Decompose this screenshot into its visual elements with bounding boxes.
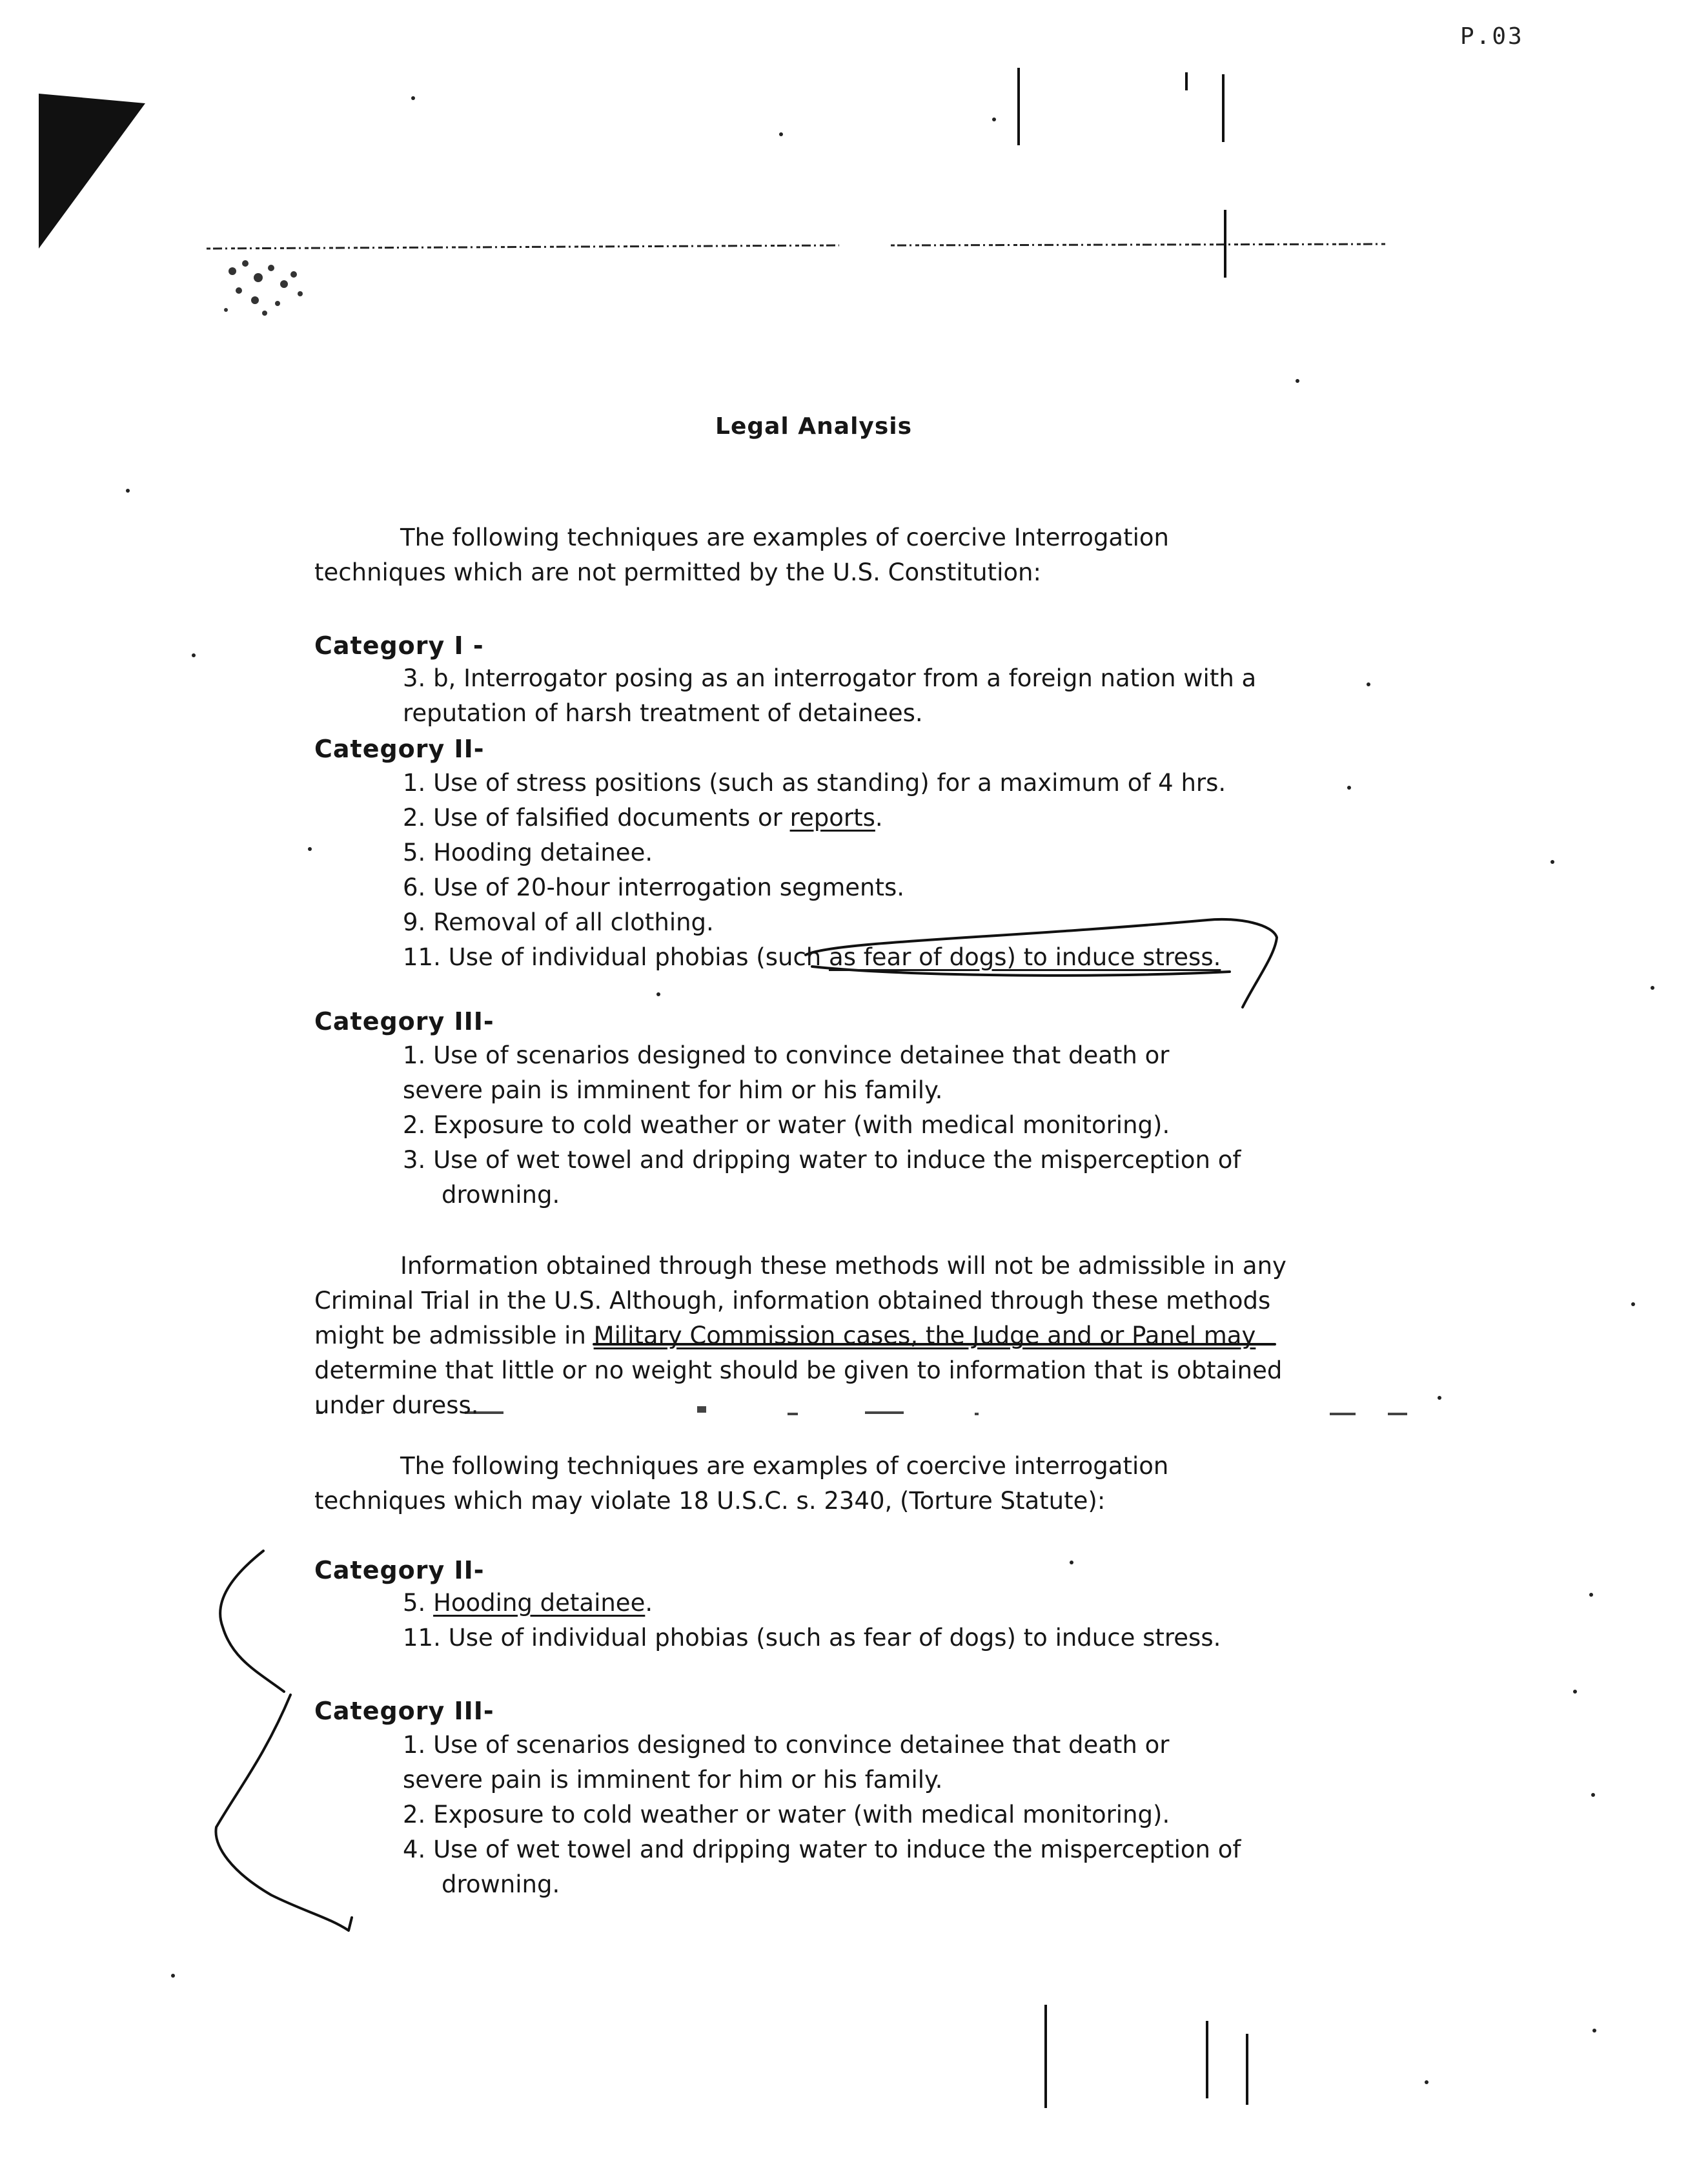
section1-cat3-item-1-cont: severe pain is imminent for him or his family. [403,1076,943,1104]
info-para-line3-underlined: Military Commission cases, the Judge and or Panel may [593,1322,1256,1349]
item-number: 9. [403,908,426,936]
item-number: 2. [403,804,426,832]
item-number: 1. [403,1731,426,1759]
intro-2-line2: techniques which may violate 18 U.S.C. s. 2340, (Torture Statute): [314,1487,1106,1515]
info-para-line4: determine that little or no weight should be given to information that is obtained [314,1357,1283,1384]
intro-1-line1: The following techniques are examples of coercive Interrogation [400,524,1169,551]
item-text: Use of individual phobias (such [448,943,829,971]
section2-category-2-heading: Category II- [314,1556,485,1584]
info-para-line3 [314,1318,1256,1353]
info-para-line5: under duress. [314,1391,479,1419]
item-text: Use of wet towel and dripping water to induce the misperception of [433,1146,1241,1174]
section1-cat2-item-2 [403,801,883,835]
section1-cat3-item-2 [403,1108,1170,1143]
item-number: 1. [403,1041,426,1069]
corner-black-wedge [39,94,145,249]
section1-cat2-item-1 [403,766,1226,801]
item-number: 1. [403,769,426,797]
intro-2-line1: The following techniques are examples of coercive interrogation [400,1452,1169,1480]
info-para-line3-start: might be admissible in [314,1322,594,1349]
section1-cat2-item-5 [403,835,653,870]
item-text: Exposure to cold weather or water (with medical monitoring). [433,1111,1170,1139]
item-text-end: . [875,804,883,832]
item-number: 3. [403,1146,426,1174]
item-number: 5. [403,1589,426,1617]
section1-category-2-heading: Category II- [314,735,485,763]
item-text-underlined: reports [789,804,875,832]
section1-cat1-item-3b-line2: reputation of harsh treatment of detainees. [403,699,923,727]
section2-cat3-item-1 [403,1728,1169,1763]
item-text: Use of wet towel and dripping water to induce the misperception of [433,1836,1241,1863]
item-text: Use of falsified documents or [433,804,790,832]
item-number: 4. [403,1836,426,1863]
item-text: Removal of all clothing. [433,908,714,936]
page-number: P.03 [1460,23,1524,50]
page-title: Legal Analysis [715,413,913,440]
info-para-line2: Criminal Trial in the U.S. Although, information obtained through these methods [314,1287,1271,1315]
noise-blob [224,260,303,316]
item-text: Use of scenarios designed to convince detainee that death or [433,1041,1170,1069]
item-text: Use of 20-hour interrogation segments. [433,874,905,901]
section1-cat3-item-3-cont: drowning. [442,1181,560,1209]
item-text: Use of individual phobias (such as fear of dogs) to induce stress. [448,1624,1221,1652]
top-dotted-rule [207,244,1388,249]
item-number: 2. [403,1111,426,1139]
item-text: Exposure to cold weather or water (with medical monitoring). [433,1801,1170,1828]
section1-cat3-item-3 [403,1143,1241,1178]
section1-cat2-item-6 [403,870,904,905]
info-para-line1: Information obtained through these methods will not be admissible in any [400,1252,1286,1280]
item-text: Use of scenarios designed to convince detainee that death or [433,1731,1170,1759]
section1-cat2-item-9 [403,905,714,940]
section1-category-1-heading: Category I - [314,631,484,660]
item-text-underlined: Hooding detainee [433,1589,646,1617]
section2-cat2-item-5 [403,1586,653,1621]
section1-cat1-item-3b-line1: 3. b, Interrogator posing as an interrogator from a foreign nation with a [403,664,1257,692]
item-text-end: . [645,1589,653,1617]
item-number: 5. [403,839,426,866]
section2-cat3-item-2 [403,1797,1170,1832]
item-text: Hooding detainee. [433,839,653,866]
section2-cat3-item-4-cont: drowning. [442,1870,560,1898]
section2-category-3-heading: Category III- [314,1697,494,1725]
item-text-underlined: as fear of dogs) to induce stress. [829,943,1221,971]
section1-cat3-item-1 [403,1038,1169,1073]
item-text: Use of stress positions (such as standing) for a maximum of 4 hrs. [433,769,1226,797]
section2-cat2-item-11 [403,1621,1221,1655]
item-number: 11. [403,1624,441,1652]
section1-category-3-heading: Category III- [314,1007,494,1036]
item-number: 11. [403,943,441,971]
broken-line-artifacts [316,1406,1407,1415]
section1-cat2-item-11 [403,940,1221,975]
item-number: 6. [403,874,426,901]
item-number: 2. [403,1801,426,1828]
section2-cat3-item-4 [403,1832,1241,1867]
intro-1-line2: techniques which are not permitted by the U.S. Constitution: [314,558,1041,586]
section2-cat3-item-1-cont: severe pain is imminent for him or his family. [403,1766,943,1794]
